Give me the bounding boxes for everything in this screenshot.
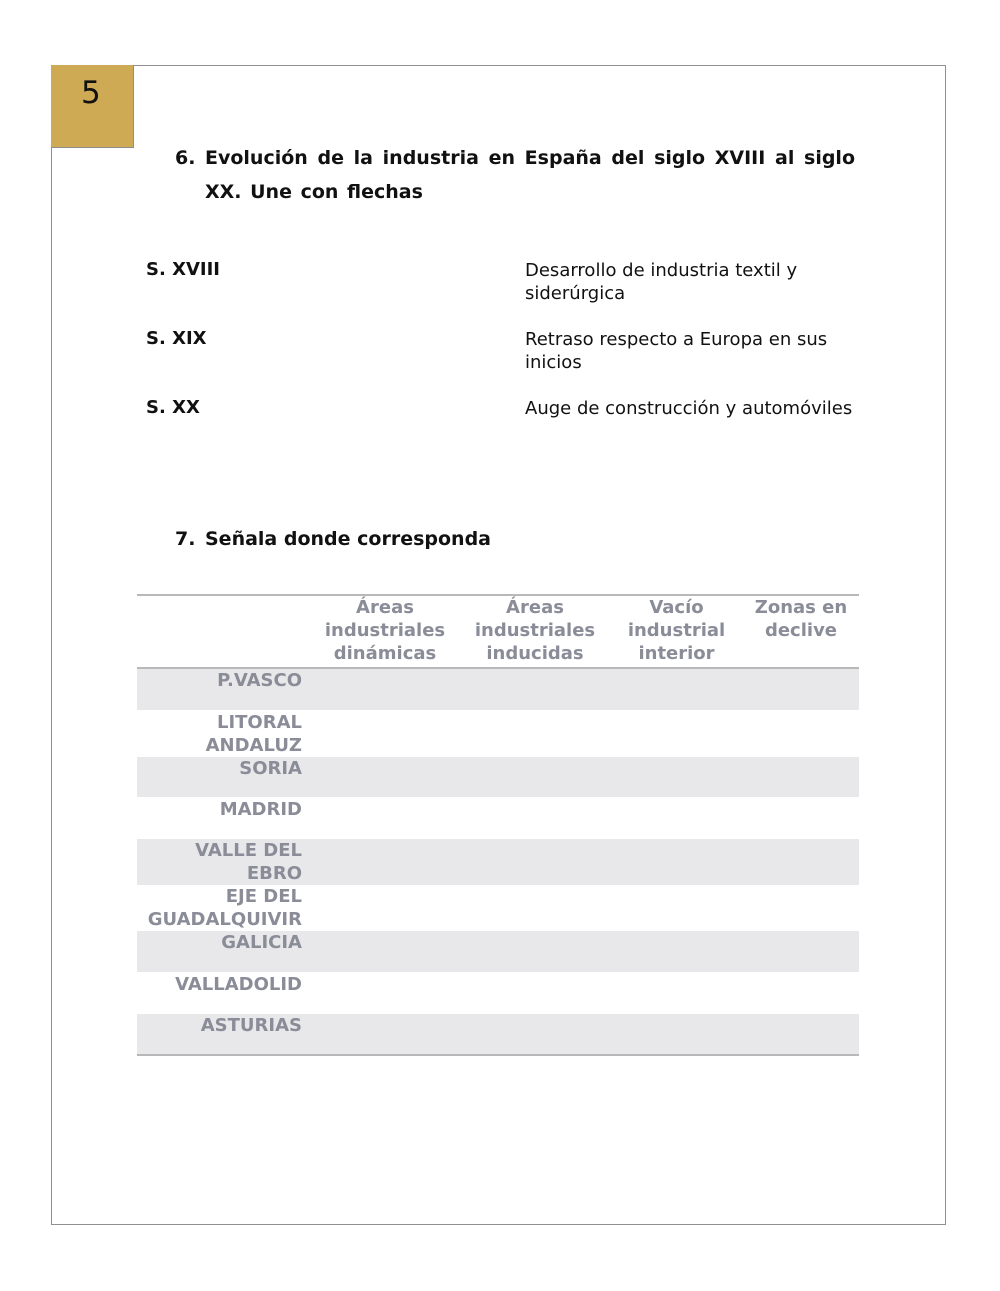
answer-cell[interactable] <box>743 757 859 797</box>
page-number: 5 <box>81 75 101 111</box>
question-7-text: Señala donde corresponda <box>205 528 492 550</box>
table-header-cell <box>137 595 310 668</box>
answer-cell[interactable] <box>743 797 859 839</box>
answer-cell[interactable] <box>610 710 743 757</box>
regions-table <box>137 594 859 1056</box>
description-label[interactable]: Retraso respecto a Europa en sus inicios <box>525 329 828 373</box>
century-label[interactable]: S. XIX <box>146 328 207 349</box>
description-label[interactable]: Auge de construcción y automóviles <box>525 398 853 419</box>
answer-cell[interactable] <box>743 710 859 757</box>
answer-cell[interactable] <box>310 757 460 797</box>
row-label: VALLE DEL EBRO <box>137 839 310 885</box>
question-7 <box>175 522 775 556</box>
table-row <box>137 972 859 1014</box>
row-label: LITORAL ANDALUZ <box>205 712 302 756</box>
answer-cell[interactable] <box>310 885 460 931</box>
answer-cell[interactable] <box>743 972 859 1014</box>
answer-cell[interactable] <box>610 1014 743 1055</box>
table-row <box>137 668 859 710</box>
question-7-number: 7. <box>175 528 196 550</box>
answer-cell[interactable] <box>460 668 610 710</box>
row-label: MADRID <box>219 799 302 820</box>
row-label: VALLADOLID <box>175 974 302 995</box>
table-header-cell: Zonas en declive <box>743 595 859 668</box>
description-label[interactable]: Desarrollo de industria textil y siderúrgica <box>525 260 798 304</box>
table-header-cell: Vacío industrial interior <box>610 595 743 668</box>
row-label: GALICIA <box>137 931 310 972</box>
century-label[interactable]: S. XVIII <box>146 259 220 280</box>
answer-cell[interactable] <box>610 757 743 797</box>
answer-cell[interactable] <box>460 1014 610 1055</box>
answer-cell[interactable] <box>610 885 743 931</box>
answer-cell[interactable] <box>743 839 859 885</box>
row-label: P.VASCO <box>137 668 310 710</box>
answer-cell[interactable] <box>460 797 610 839</box>
answer-cell[interactable] <box>460 839 610 885</box>
table-header-cell: Áreas industriales inducidas <box>460 595 610 668</box>
answer-cell[interactable] <box>310 1014 460 1055</box>
question-6-text: Evolución de la industria en España del siglo XVIII al siglo XX. Une con flechas <box>205 147 855 203</box>
table-row <box>137 797 859 839</box>
answer-cell[interactable] <box>460 972 610 1014</box>
answer-cell[interactable] <box>743 1014 859 1055</box>
answer-cell[interactable] <box>460 710 610 757</box>
table-row <box>137 885 859 931</box>
table-row <box>137 931 859 972</box>
row-label: EJE DEL GUADALQUIVIR <box>147 886 302 930</box>
answer-cell[interactable] <box>310 668 460 710</box>
answer-cell[interactable] <box>610 931 743 972</box>
answer-cell[interactable] <box>610 668 743 710</box>
answer-cell[interactable] <box>460 757 610 797</box>
answer-cell[interactable] <box>743 931 859 972</box>
table-header-row <box>137 595 859 668</box>
answer-cell[interactable] <box>610 972 743 1014</box>
answer-cell[interactable] <box>310 931 460 972</box>
table-row <box>137 710 859 757</box>
answer-cell[interactable] <box>310 839 460 885</box>
row-label: ASTURIAS <box>137 1014 310 1055</box>
page-number-badge <box>51 65 134 148</box>
question-6 <box>175 141 855 209</box>
row-label: SORIA <box>137 757 310 797</box>
answer-cell[interactable] <box>743 885 859 931</box>
answer-cell[interactable] <box>743 668 859 710</box>
table-row <box>137 1014 859 1055</box>
answer-cell[interactable] <box>460 885 610 931</box>
table-header-cell: Áreas industriales dinámicas <box>310 595 460 668</box>
question-6-number: 6. <box>175 147 196 169</box>
table-row <box>137 839 859 885</box>
regions-table-container <box>137 594 859 1056</box>
answer-cell[interactable] <box>310 972 460 1014</box>
answer-cell[interactable] <box>610 797 743 839</box>
century-label[interactable]: S. XX <box>146 397 200 418</box>
answer-cell[interactable] <box>310 710 460 757</box>
answer-cell[interactable] <box>460 931 610 972</box>
answer-cell[interactable] <box>610 839 743 885</box>
answer-cell[interactable] <box>310 797 460 839</box>
table-row <box>137 757 859 797</box>
